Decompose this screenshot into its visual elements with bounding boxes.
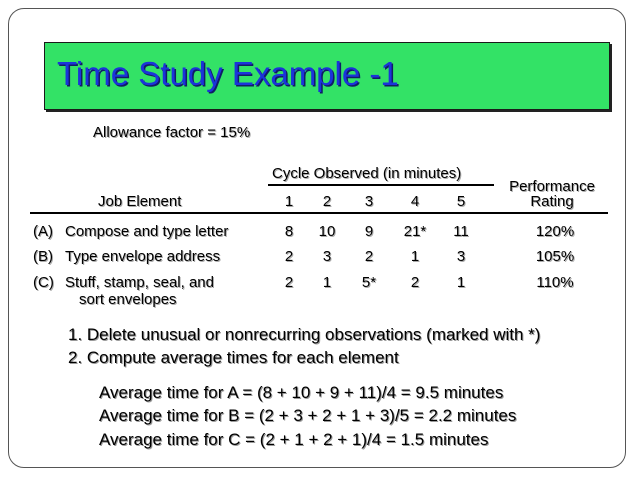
cycle-number-2: 2	[322, 193, 332, 210]
row-c-cycle-3: 5*	[361, 274, 377, 291]
row-c-tag: (C)	[33, 274, 54, 291]
row-a-cycle-2: 10	[318, 223, 336, 240]
cycle-header-rule	[268, 184, 494, 186]
row-b-tag: (B)	[33, 248, 53, 265]
row-b-cycle-2: 3	[322, 248, 332, 265]
row-c-rating: 110%	[536, 274, 574, 291]
cycle-number-1: 1	[284, 193, 294, 210]
cycle-number-5: 5	[456, 193, 466, 210]
row-b-rating: 105%	[535, 248, 575, 265]
row-b-cycle-1: 2	[284, 248, 294, 265]
row-c-cycle-1: 2	[284, 274, 294, 291]
row-a-tag: (A)	[33, 223, 53, 240]
row-a-cycle-4: 21*	[403, 223, 427, 240]
cycle-number-4: 4	[410, 193, 420, 210]
average-a: Average time for A = (8 + 10 + 9 + 11)/4 = 9.5 minutes	[99, 383, 504, 402]
row-b-element: Type envelope address	[65, 248, 221, 265]
row-c-cycle-2: 1	[322, 274, 332, 291]
step-1: 1. Delete unusual or nonrecurring observations (marked with *)	[68, 325, 541, 344]
row-a-rating: 120%	[535, 223, 575, 240]
average-c: Average time for C = (2 + 1 + 2 + 1)/4 = 1.5 minutes	[99, 430, 489, 449]
average-b: Average time for B = (2 + 3 + 2 + 1 + 3)/5 = 2.2 minutes	[99, 406, 517, 425]
row-b-cycle-5: 3	[456, 248, 466, 265]
allowance-factor: Allowance factor = 15%	[93, 124, 251, 141]
row-a-cycle-5: 11	[453, 223, 469, 240]
job-element-header: Job Element	[98, 193, 182, 210]
row-c-cycle-5: 1	[456, 274, 466, 291]
step-2: 2. Compute average times for each element	[68, 348, 399, 367]
title-bar	[44, 42, 610, 110]
rating-header-line2: Rating	[530, 193, 574, 210]
cycle-number-3: 3	[364, 193, 374, 210]
row-a-element: Compose and type letter	[65, 223, 229, 240]
table-header-rule	[30, 212, 608, 214]
rating-header-line1: Performance	[509, 178, 595, 195]
row-c-element: Stuff, stamp, seal, and	[65, 274, 214, 291]
row-a-cycle-3: 9	[364, 223, 374, 240]
cycle-header: Cycle Observed (in minutes)	[272, 165, 462, 182]
row-b-cycle-4: 1	[410, 248, 420, 265]
slide-title: Time Study Example -1	[57, 55, 399, 92]
row-c-element-continued: sort envelopes	[79, 291, 177, 308]
row-b-cycle-3: 2	[364, 248, 374, 265]
row-c-cycle-4: 2	[410, 274, 420, 291]
row-a-cycle-1: 8	[284, 223, 294, 240]
